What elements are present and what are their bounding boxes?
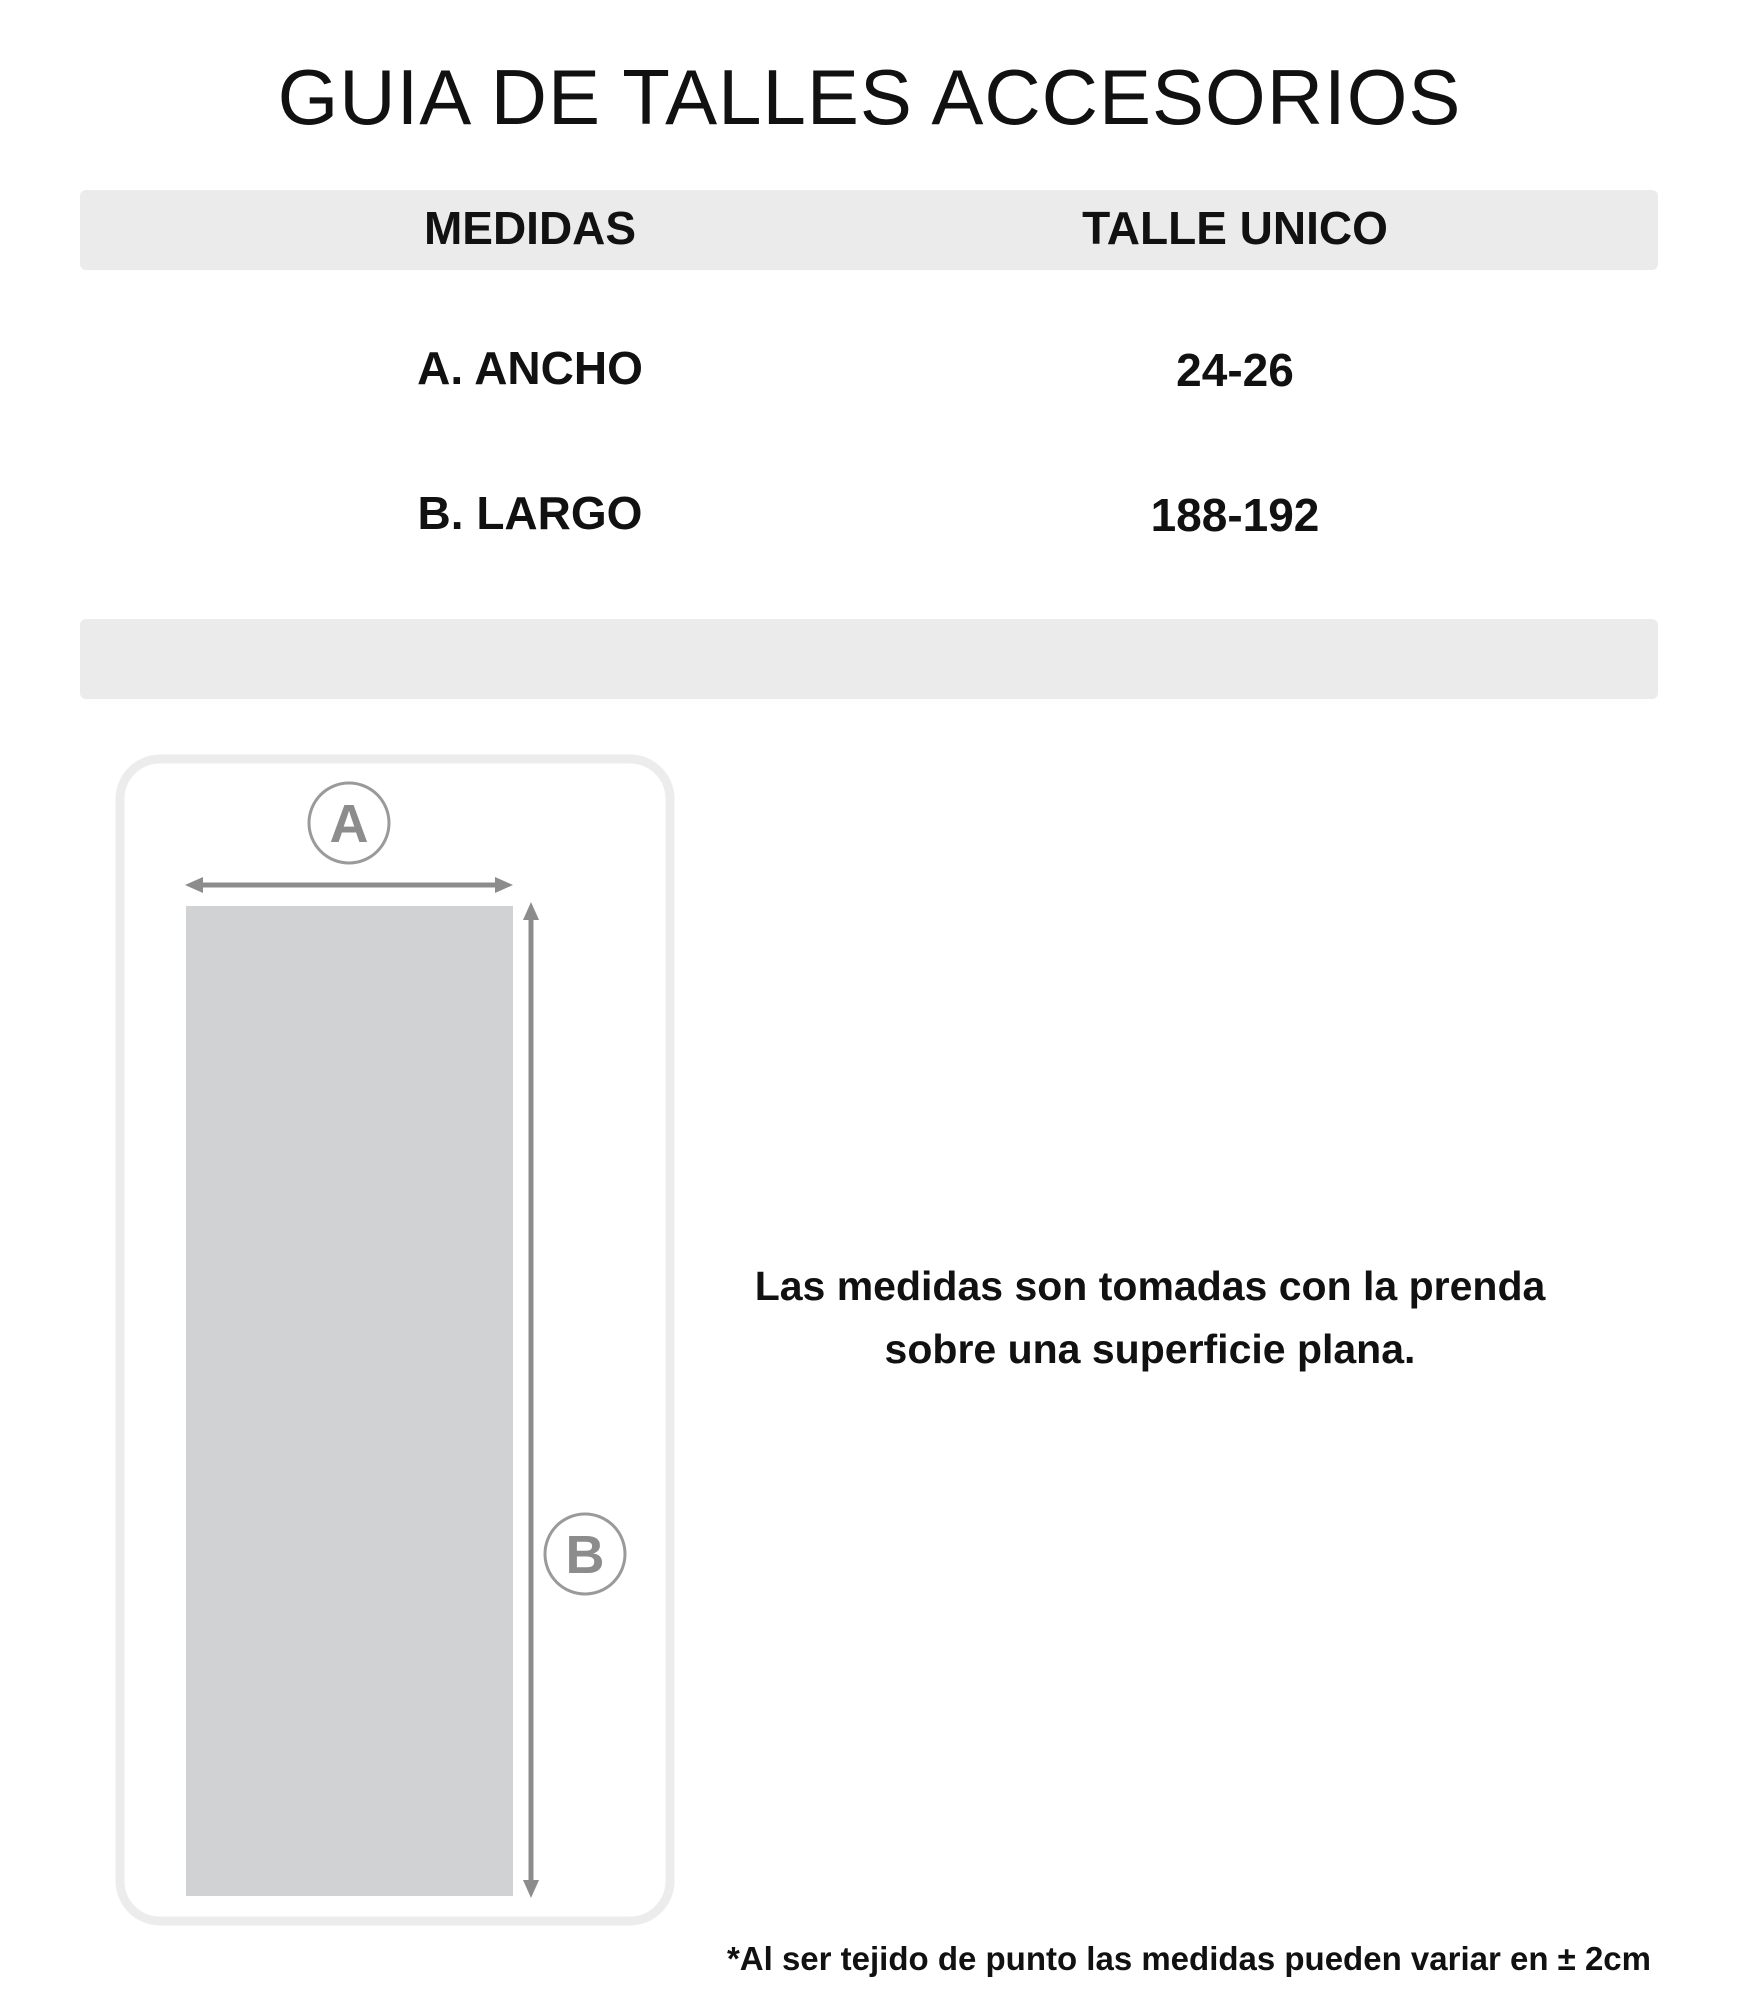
header-medidas: MEDIDAS bbox=[423, 202, 637, 254]
footnote: *Al ser tejido de punto las medidas pueden variar en ± 2cm bbox=[726, 1940, 1651, 1977]
garment-shape bbox=[186, 906, 513, 1896]
note-line-1: Las medidas son tomadas con la prenda bbox=[754, 1263, 1546, 1309]
row-ancho-label: A. ANCHO bbox=[417, 342, 643, 394]
measurement-note bbox=[700, 1255, 1600, 1381]
label-a: A bbox=[329, 794, 369, 854]
label-b: B bbox=[565, 1525, 605, 1585]
measurement-diagram bbox=[115, 754, 675, 1926]
row-ancho-value: 24-26 bbox=[1176, 344, 1294, 396]
page-title: GUIA DE TALLES ACCESORIOS bbox=[277, 53, 1462, 141]
row-largo-label: B. LARGO bbox=[417, 487, 643, 539]
header-talle-unico: TALLE UNICO bbox=[1082, 202, 1388, 254]
row-largo-value: 188-192 bbox=[1150, 489, 1320, 541]
note-line-2: sobre una superficie plana. bbox=[884, 1326, 1416, 1372]
table-footer-bar bbox=[80, 619, 1658, 699]
